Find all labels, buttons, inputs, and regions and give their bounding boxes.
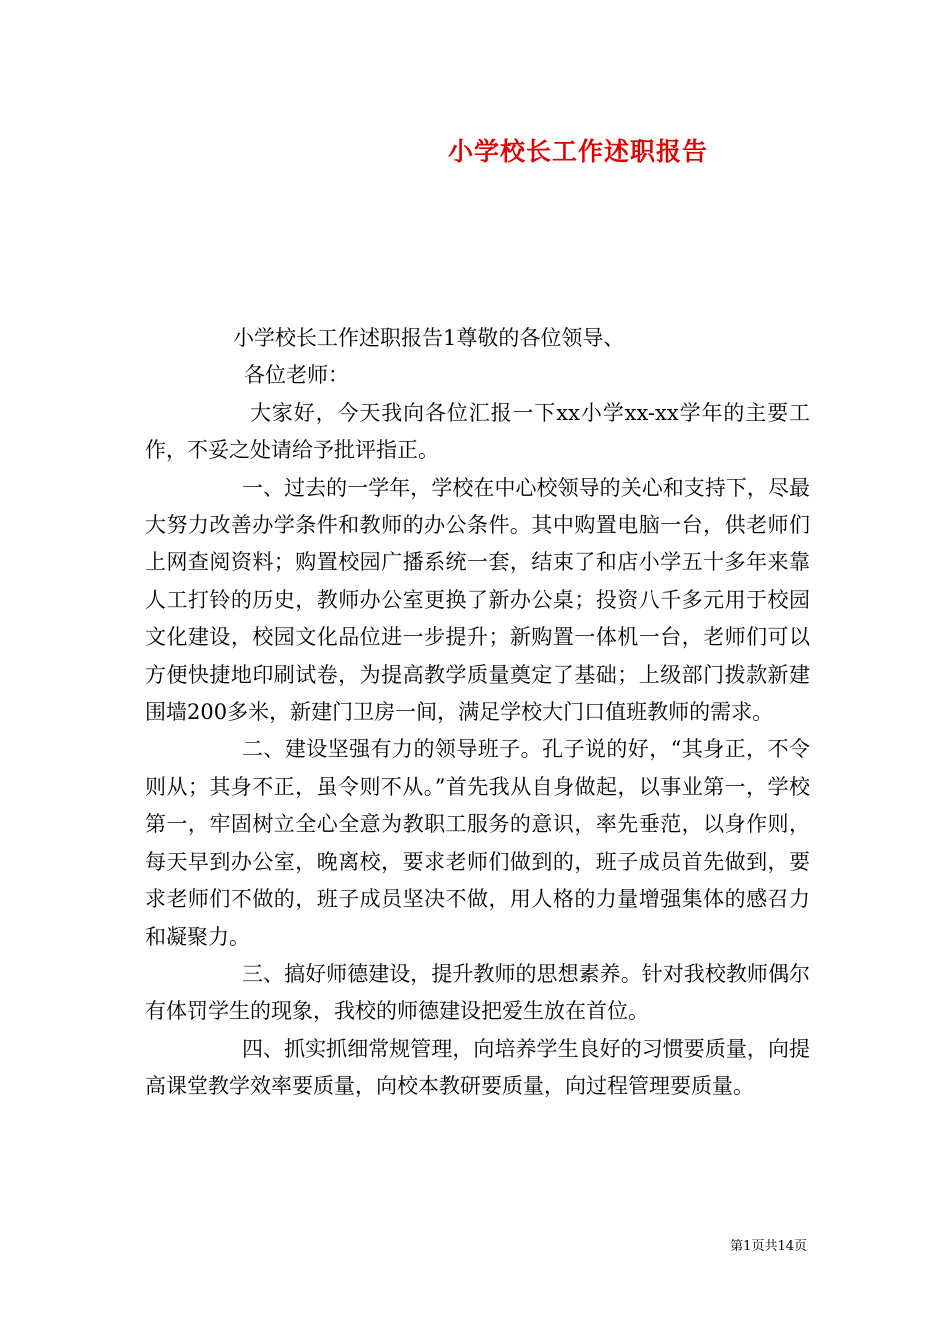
salutation-paragraph: 各位老师：: [244, 363, 349, 388]
section-four-paragraph: 四、抓实抓细常规管理，向培养学生良好的习惯要质量，向提高课堂教学效率要质量，向校本教研要质量，向过程管理要质量。: [145, 1036, 810, 1099]
document-body: [145, 320, 810, 1106]
section-two-paragraph: 二、建设坚强有力的领导班子。孔子说的好，“其身正，不令则从；其身不正，虽令则不从。”首先我从自身做起，以事业第一，学校第一，牢固树立全心全意为教职工服务的意识，率先垂范，以身作则，每天早到办公室，晚离校，要求老师们做到的，班子成员首先做到，要求老师们不做的，班子成员坚决不做，用人格的力量增强集体的感召力和凝聚力。: [145, 737, 810, 949]
greeting-paragraph: 大家好，今天我向各位汇报一下xx小学xx-xx学年的主要工作，不妥之处请给予批评指正。: [145, 400, 810, 463]
section-three-paragraph: 三、搞好师德建设，提升教师的思想素养。针对我校教师偶尔有体罚学生的现象，我校的师德建设把爱生放在首位。: [145, 961, 810, 1024]
document-title: 小学校长工作述职报告: [448, 137, 709, 166]
section-one-paragraph: 一、过去的一学年，学校在中心校领导的关心和支持下，尽最大努力改善办学条件和教师的办公条件。其中购置电脑一台，供老师们上网查阅资料；购置校园广播系统一套，结束了和店小学五十多年来靠人工打铃的历史，教师办公室更换了新办公桌；投资八千多元用于校园文化建设，校园文化品位进一步提升；新购置一体机一台，老师们可以方便快捷地印刷试卷，为提高教学质量奠定了基础；上级部门拨款新建围墙200多米，新建门卫房一间，满足学校大门口值班教师的需求。: [145, 475, 810, 725]
intro-paragraph: 小学校长工作述职报告1尊敬的各位领导、: [233, 326, 625, 350]
page-number-footer: 第1页共14页: [730, 1239, 807, 1254]
